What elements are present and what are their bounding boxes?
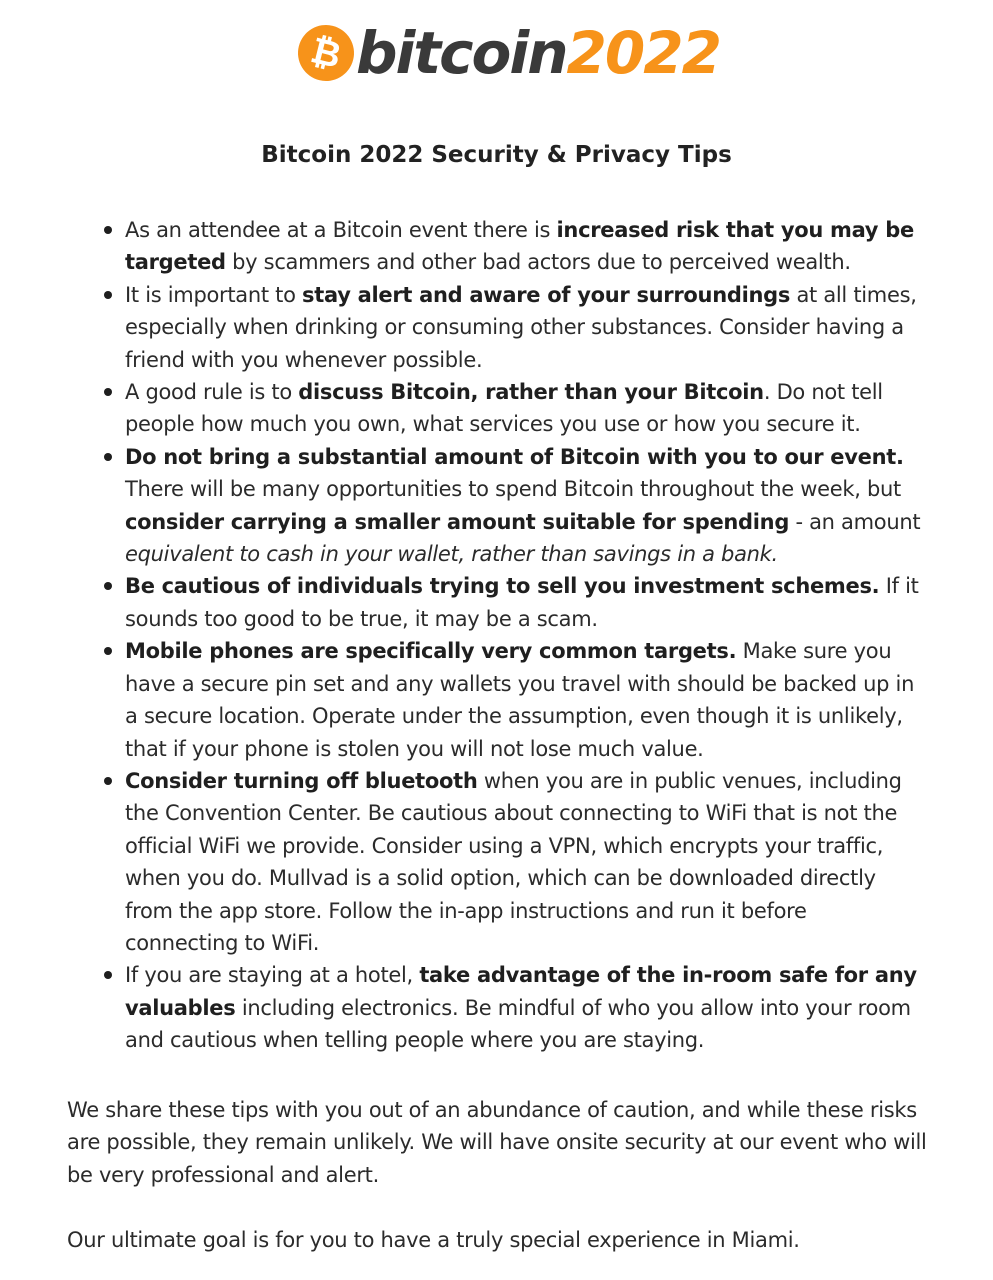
tip-text: Make sure you have a secure pin set and any wallets you travel with should be backed up in a secure location. Operate under the assumption, even though it is unlikely, that if your phone is stolen you will not lose much value. xyxy=(125,639,915,761)
tip-text: by scammers and other bad actors due to perceived wealth. xyxy=(225,250,851,275)
closing-paragraph: We share these tips with you out of an abundance of caution, and while these risks are possible, they remain unlikely. We will have onsite security at our event who will be very professional and alert. xyxy=(67,1098,927,1187)
logo-wordmark xyxy=(356,19,720,87)
tip-text: - an amount xyxy=(789,509,921,534)
tip-text: A good rule is to xyxy=(125,380,299,405)
logo-year: 2022 xyxy=(566,19,720,87)
list-item xyxy=(125,570,925,635)
logo-name: bitcoin xyxy=(356,19,567,87)
tips-list xyxy=(125,214,925,1057)
closing-goal-paragraph: Our ultimate goal is for you to have a truly special experience in Miami. xyxy=(67,1228,800,1252)
bitcoin-coin-icon: ₿ xyxy=(292,19,360,87)
list-item xyxy=(125,959,925,1056)
tip-text: If it sounds too good to be true, it may be a scam. xyxy=(125,574,919,631)
page-title: Bitcoin 2022 Security & Privacy Tips xyxy=(261,142,732,168)
bitcoin2022-logo xyxy=(298,20,720,86)
tip-bold-text: consider carrying a smaller amount suitable for spending xyxy=(125,509,790,534)
tip-bold-text: stay alert and aware of your surroundings xyxy=(302,282,791,307)
tip-bold-text: Be cautious of individuals trying to sell you investment schemes. xyxy=(125,574,880,599)
tip-text: There will be many opportunities to spend Bitcoin throughout the week, but xyxy=(125,477,901,502)
tip-italic-text: equivalent to cash in your wallet, rather than savings in a bank. xyxy=(125,542,778,567)
tip-text: including electronics. Be mindful of who you allow into your room and cautious when telling people where you are staying. xyxy=(125,995,911,1053)
tip-text: As an attendee at a Bitcoin event there is xyxy=(125,218,557,242)
list-item xyxy=(125,765,925,959)
tip-text: at all times, especially when drinking or consuming other substances. Consider having a friend with you whenever possible. xyxy=(125,282,917,372)
list-item xyxy=(125,635,925,765)
list-item xyxy=(125,279,925,376)
tip-bold-text: increased risk that you may be targeted xyxy=(125,218,914,275)
list-item xyxy=(125,441,925,571)
tip-bold-text: discuss Bitcoin, rather than your Bitcoin xyxy=(298,380,764,405)
tip-text: If you are staying at a hotel, xyxy=(125,963,420,988)
list-item xyxy=(125,214,925,279)
tip-text: It is important to xyxy=(125,282,303,307)
tip-bold-text: Consider turning off bluetooth xyxy=(125,768,478,793)
tip-text: when you are in public venues, including the Convention Center. Be cautious about connecting to WiFi that is not the official WiFi we provide. Consider using a VPN, which encrypts your traffic, when you do. Mullvad is a solid option, which can be downloaded directly from the app store. Follow the in-app instructions and run it before connecting to WiFi. xyxy=(125,768,902,955)
tip-bold-text: Do not bring a substantial amount of Bitcoin with you to our event. xyxy=(125,444,904,469)
tip-bold-text: Mobile phones are specifically very common targets. xyxy=(125,639,737,664)
list-item xyxy=(125,376,925,441)
tip-text: . Do not tell people how much you own, what services you use or how you secure it. xyxy=(125,380,883,437)
tip-bold-text: take advantage of the in-room safe for any valuables xyxy=(125,963,917,1020)
